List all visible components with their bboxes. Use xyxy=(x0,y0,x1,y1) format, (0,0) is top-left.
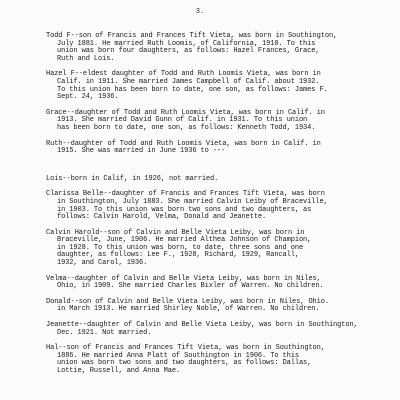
entry-line: Jeanette--daughter of Calvin and Belle Vieta Leiby, was born in Southington, xyxy=(46,321,358,330)
entry-line: in March 1913. He married Shirley Noble, of Warren. No children. xyxy=(57,305,320,314)
entry-line: has been born to date, one son, as follows: Kenneth Todd, 1934. xyxy=(57,123,316,132)
entry-line: To this union has been born to date, one son, as follows: James F. xyxy=(57,85,328,94)
entry-line: Ruth--daughter of Todd and Ruth Loomis Vieta, was born in Calif. in xyxy=(46,139,321,148)
entry-line: 1932, and Carol, 1936. xyxy=(57,259,148,268)
entry-line: 1915. She was married in June 1936 to --- xyxy=(57,147,226,156)
genealogy-entry xyxy=(46,176,386,184)
entry-line: Dec. 1921. Not married. xyxy=(57,328,152,337)
entry-line: 1913. She married David Gunn of Calif. in 1931. To this union xyxy=(57,116,308,125)
entry-line: daughter, as follows: Lee F., 1928, Richard, 1929, Rancall, xyxy=(57,251,299,260)
entry-line: in 1903. To this union was born two sons and two daughters, as xyxy=(57,205,312,214)
entry-line: Clarissa Belle--daughter of Francis and Frances Tift Vieta, was born xyxy=(46,190,325,199)
entry-line: Velma--daughter of Calvin and Belle Vieta Leiby, was born in Niles, xyxy=(46,274,321,283)
entry-line: Donald--son of Calvin and Belle Vieta Leiby, was born in Niles, Ohio. xyxy=(46,297,329,306)
genealogy-entry xyxy=(46,276,386,291)
entry-line: Ruth and Lois. xyxy=(57,54,115,63)
genealogy-entries xyxy=(46,33,386,384)
genealogy-entry xyxy=(46,191,386,221)
genealogy-entry xyxy=(46,299,386,314)
entry-line: Sept. 24, 1936. xyxy=(57,93,119,102)
genealogy-entry xyxy=(46,322,386,337)
entry-line: Grace--daughter of Todd and Ruth Loomis Vieta, was born in Calif. in xyxy=(46,108,325,117)
entry-line: Braceville, June, 1906. He married Althea Johnson of Champion, xyxy=(57,236,312,245)
entry-line: in Southington, July 1883. She married Calvin Leiby of Braceville, xyxy=(57,197,328,206)
entry-line: Hazel F--eldest daughter of Todd and Ruth Loomis Vieta, was born in xyxy=(46,70,321,79)
entry-line: Todd F--son of Francis and Frances Tift Vieta, was born in Southington, xyxy=(46,32,338,40)
entry-line: Calvin Harold--son of Calvin and Belle Vieta Leiby, was born in xyxy=(46,228,305,237)
entry-line: union was born two sons and two daughters, as follows: Dallas, xyxy=(57,359,312,368)
entry-line: July 1881. He married Ruth Loomis, of California, 1910. To this xyxy=(57,39,316,48)
entry-line: Lottie, Russell, and Anna Mae. xyxy=(57,367,181,375)
entry-line: Ohio, in 1909. She married Charles Bixler of Warren. No children. xyxy=(57,282,324,291)
entry-line: in 1928. To this union was born, to date, three sons and one xyxy=(57,243,304,252)
entry-line: 1886. He married Anna Platt of Southington in 1906. To this xyxy=(57,351,299,360)
entry-line: Hal--son of Francis and Frances Tift Vieta, was born in Southington, xyxy=(46,344,325,353)
genealogy-entry xyxy=(46,71,386,101)
genealogy-entry xyxy=(46,110,386,133)
entry-line: union was born four daughters, as follows: Hazel Frances, Grace, xyxy=(57,47,320,56)
genealogy-entry xyxy=(46,141,386,156)
genealogy-entry xyxy=(46,345,386,375)
genealogy-entry xyxy=(46,33,386,63)
entry-line: Calif. in 1911. She married James Campbell of Calif. about 1932. xyxy=(57,77,320,86)
entry-line: follows: Calvin Harold, Velma, Donald and Jeanette. xyxy=(57,213,267,222)
page-number: 3. xyxy=(195,8,205,16)
genealogy-entry xyxy=(46,230,386,268)
entry-line: Lois--born in Calif, in 1926, not married. xyxy=(46,174,219,183)
